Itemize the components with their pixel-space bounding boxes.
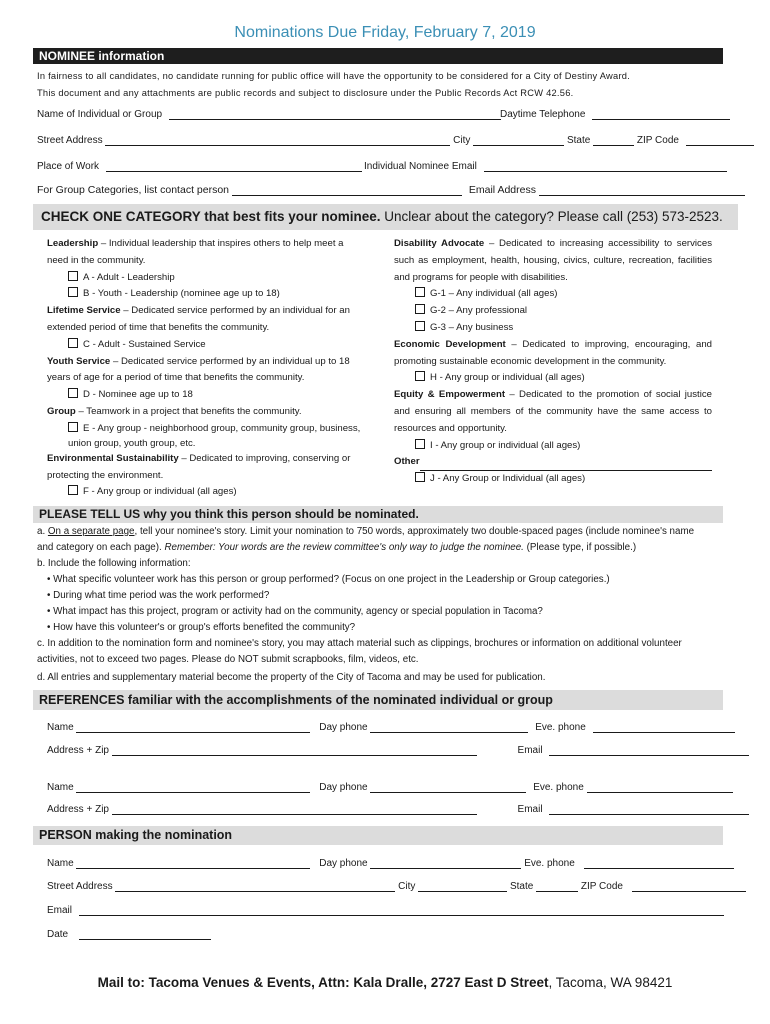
contact-row — [37, 184, 745, 196]
category-header-text: CHECK ONE CATEGORY that best fits your nominee. — [41, 209, 381, 224]
person-zip-label: ZIP Code — [580, 881, 623, 892]
option-i[interactable] — [394, 438, 712, 455]
city-field[interactable] — [473, 135, 564, 146]
ref1-day-phone-label: Day phone — [319, 722, 368, 733]
tell-section-header — [33, 506, 723, 523]
option-c[interactable] — [47, 337, 367, 354]
place-of-work-label: Place of Work — [37, 161, 100, 172]
person-day-phone-field[interactable] — [370, 858, 521, 869]
disability-title: Disability Advocate — [394, 238, 485, 249]
ref2-name-label: Name — [47, 782, 74, 793]
ref2-email-field[interactable] — [549, 804, 749, 815]
nominee-name-label: Name of Individual or Group — [37, 109, 163, 120]
ref1-address-label: Address + Zip — [47, 745, 109, 756]
tell-bullet-4: • How have this volunteer's or group's efforts benefited the community? — [47, 622, 356, 633]
checkbox-i[interactable] — [415, 439, 425, 449]
contact-person-field[interactable] — [232, 185, 462, 196]
option-d[interactable] — [47, 387, 367, 404]
person-name-field[interactable] — [76, 858, 310, 869]
nominee-email-row — [364, 161, 727, 172]
person-eve-phone-field[interactable] — [584, 858, 734, 869]
category-header-tail: Unclear about the category? Please call (253) 573-2523. — [380, 209, 723, 224]
person-eve-phone-label: Eve. phone — [524, 858, 575, 869]
tell-header-text: PLEASE TELL US why you think this person should be nominated. — [39, 507, 419, 521]
option-c-label: C - Adult - Sustained Service — [83, 338, 206, 350]
category-left-column — [47, 236, 367, 501]
checkbox-g2[interactable] — [415, 304, 425, 314]
ref1-email-label: Email — [517, 745, 543, 756]
env-desc: – Dedicated to improving, conserving or protecting the environment. — [47, 452, 351, 481]
contact-email-field[interactable] — [539, 185, 745, 196]
tell-bullet-2: • During what time period was the work performed? — [47, 590, 270, 601]
daytime-phone-label: Daytime Telephone — [500, 109, 586, 120]
category-right-column — [394, 236, 712, 488]
person-state-field[interactable] — [536, 881, 578, 892]
option-a[interactable] — [47, 270, 367, 287]
person-street-row — [47, 881, 746, 892]
checkbox-f[interactable] — [68, 485, 78, 495]
option-g2[interactable] — [394, 303, 712, 320]
tell-a-italic: Remember: Your words are the review committee's only way to judge the nominee. — [164, 542, 524, 553]
mailing-address-tail: , Tacoma, WA 98421 — [548, 975, 673, 990]
nominee-name-field[interactable] — [169, 109, 501, 120]
ref2-name-row — [47, 782, 733, 793]
person-section-header — [33, 826, 723, 845]
person-date-label: Date — [47, 929, 69, 940]
ref1-eve-phone-label: Eve. phone — [535, 722, 586, 733]
mailing-address — [0, 975, 770, 990]
person-header-text: PERSON making the nomination — [39, 828, 233, 842]
references-header-text: REFERENCES familiar with the accomplishments of the nominated individual or group — [39, 693, 553, 707]
ref1-day-phone-field[interactable] — [370, 722, 528, 733]
equity-desc: – Dedicated to the promotion of social justice and ensuring all members of the community have the same access to resources and opportunity. — [394, 389, 712, 434]
zip-label: ZIP Code — [636, 135, 679, 146]
person-city-label: City — [398, 881, 416, 892]
person-name-label: Name — [47, 858, 74, 869]
city-label: City — [453, 135, 471, 146]
nominee-intro-1: In fairness to all candidates, no candidate running for public office will have the opportunity to be considered for a City of Destiny Award. — [37, 71, 631, 81]
equity-title: Equity & Empowerment — [394, 389, 506, 401]
nominee-email-label: Individual Nominee Email — [364, 161, 477, 172]
ref2-day-phone-field[interactable] — [370, 782, 526, 793]
ref2-address-field[interactable] — [112, 804, 477, 815]
ref2-address-row — [47, 804, 749, 815]
ref2-eve-phone-label: Eve. phone — [533, 782, 584, 793]
ref1-address-row — [47, 745, 749, 756]
env-title: Environmental Sustainability — [47, 452, 179, 464]
ref1-address-field[interactable] — [112, 745, 477, 756]
option-b[interactable] — [47, 286, 367, 303]
option-f-label: F - Any group or individual (all ages) — [83, 486, 237, 498]
checkbox-d[interactable] — [68, 388, 78, 398]
place-of-work-field[interactable] — [106, 161, 362, 172]
option-g3[interactable] — [394, 320, 712, 337]
ref2-name-field[interactable] — [76, 782, 310, 793]
daytime-phone-field[interactable] — [592, 109, 730, 120]
checkbox-g1[interactable] — [415, 287, 425, 297]
disability-desc: – Dedicated to increasing accessibility to services such as employment, health, housing, civics, culture, recreation, facilities and programs for people with disabilities. — [394, 238, 712, 283]
tell-a-tail: (Please type, if possible.) — [523, 542, 637, 553]
ref1-name-row — [47, 722, 735, 733]
tell-a-text2: and category on each page). — [37, 542, 165, 553]
person-zip-field[interactable] — [632, 881, 746, 892]
page-title: Nominations Due Friday, February 7, 2019 — [234, 24, 536, 41]
person-date-row — [47, 929, 211, 940]
ref2-address-label: Address + Zip — [47, 804, 109, 815]
nominee-intro-2: This document and any attachments are public records and subject to disclosure under the Public Records Act RCW 42.56. — [37, 88, 574, 98]
option-j[interactable] — [394, 471, 712, 488]
option-g3-label: G-3 – Any business — [430, 321, 514, 333]
checkbox-g3[interactable] — [415, 321, 425, 331]
ref1-eve-phone-field[interactable] — [593, 722, 735, 733]
ref1-email-field[interactable] — [549, 745, 749, 756]
person-name-row — [47, 858, 734, 869]
person-street-label: Street Address — [47, 881, 113, 892]
checkbox-e[interactable] — [68, 422, 78, 432]
checkbox-h[interactable] — [415, 371, 425, 381]
street-address-field[interactable] — [105, 135, 450, 146]
option-i-label: I - Any group or individual (all ages) — [430, 439, 581, 451]
tell-bullet-3: • What impact has this project, program or activity had on the community, agency or special population in Tacoma? — [47, 606, 543, 617]
person-state-label: State — [509, 881, 534, 892]
ref1-name-label: Name — [47, 722, 74, 733]
tell-instructions — [37, 524, 727, 686]
checkbox-j[interactable] — [415, 472, 425, 482]
person-street-field[interactable] — [115, 881, 395, 892]
person-email-label: Email — [47, 905, 73, 916]
option-a-label: A - Adult - Leadership — [83, 271, 175, 283]
nominee-phone-row — [500, 109, 730, 120]
nominee-header-text: NOMINEE information — [39, 49, 165, 63]
ref2-day-phone-label: Day phone — [319, 782, 368, 793]
option-j-label: J - Any Group or Individual (all ages) — [430, 473, 586, 485]
econ-title: Economic Development — [394, 338, 506, 350]
option-h-label: H - Any group or individual (all ages) — [430, 372, 585, 384]
option-e[interactable] — [47, 421, 367, 451]
nominee-name-row — [37, 109, 501, 120]
tell-c-text2: activities, not to exceed two pages. Please do NOT submit scrapbooks, film, videos, etc. — [37, 654, 419, 665]
tell-b-text: b. Include the following information: — [37, 558, 191, 569]
option-e-label: E - Any group - neighborhood group, community group, business, union group, youth group, etc. — [68, 422, 361, 449]
tell-a-text: , tell your nominee's story. Limit your nomination to 750 words, approximately two double-spaced pages (include nominee's name — [134, 526, 695, 537]
econ-desc: – Dedicated to improving, encouraging, and promoting sustainable economic development in the community. — [394, 338, 712, 367]
state-field[interactable] — [593, 135, 634, 146]
group-title: Group — [47, 405, 76, 417]
state-label: State — [566, 135, 591, 146]
person-email-row — [47, 905, 724, 916]
option-f[interactable] — [47, 484, 367, 501]
checkbox-c[interactable] — [68, 338, 78, 348]
option-h[interactable] — [394, 370, 712, 387]
lifetime-desc: – Dedicated service performed by an individual for an extended period of time that benefits the community. — [47, 305, 350, 333]
street-address-label: Street Address — [37, 135, 103, 146]
ref1-name-field[interactable] — [76, 722, 310, 733]
nominee-email-field[interactable] — [484, 161, 727, 172]
option-g1[interactable] — [394, 286, 712, 303]
checkbox-a[interactable] — [68, 271, 78, 281]
tell-a-label: a. — [37, 526, 48, 537]
tell-bullet-1: • What specific volunteer work has this person or group performed? (Focus on one project in the Leadership or Group categories.) — [47, 574, 610, 585]
other-title: Other — [394, 456, 420, 468]
group-desc: – Teamwork in a project that benefits the community. — [75, 405, 302, 417]
option-d-label: D - Nominee age up to 18 — [83, 389, 193, 401]
leadership-title: Leadership — [47, 238, 99, 249]
person-city-field[interactable] — [418, 881, 507, 892]
lifetime-title: Lifetime Service — [47, 305, 121, 317]
category-section-header — [33, 204, 738, 230]
tell-c-text: c. In addition to the nomination form and nominee's story, you may attach material such as clippings, brochures or information on additional volunteer — [37, 638, 682, 649]
option-g2-label: G-2 – Any professional — [430, 305, 528, 317]
nominee-street-row — [37, 135, 754, 146]
contact-person-label: For Group Categories, list contact person — [37, 184, 230, 196]
tell-d-text: d. All entries and supplementary material become the property of the City of Tacoma and may be used for publication. — [37, 672, 546, 683]
tell-a-underlined: On a separate page — [47, 526, 135, 537]
person-day-phone-label: Day phone — [319, 858, 368, 869]
option-g1-label: G-1 – Any individual (all ages) — [430, 288, 558, 300]
mailing-address-main: Mail to: Tacoma Venues & Events, Attn: Kala Dralle, 2727 East D Street — [97, 975, 549, 990]
nominee-section-header — [33, 48, 723, 64]
nominee-work-row — [37, 161, 362, 172]
other-field[interactable] — [420, 460, 712, 471]
youth-title: Youth Service — [47, 355, 111, 367]
youth-desc: – Dedicated service performed by an individual up to 18 years of age for a period of time that benefits the community. — [47, 355, 350, 384]
zip-field[interactable] — [686, 135, 754, 146]
ref2-email-label: Email — [517, 804, 543, 815]
option-b-label: B - Youth - Leadership (nominee age up to 18) — [83, 288, 280, 300]
checkbox-b[interactable] — [68, 287, 78, 297]
leadership-desc: – Individual leadership that inspires others to help meet a need in the community. — [47, 238, 344, 266]
person-email-field[interactable] — [79, 905, 724, 916]
contact-email-label: Email Address — [468, 184, 536, 196]
ref2-eve-phone-field[interactable] — [587, 782, 733, 793]
references-section-header — [33, 690, 723, 710]
person-date-field[interactable] — [79, 929, 211, 940]
